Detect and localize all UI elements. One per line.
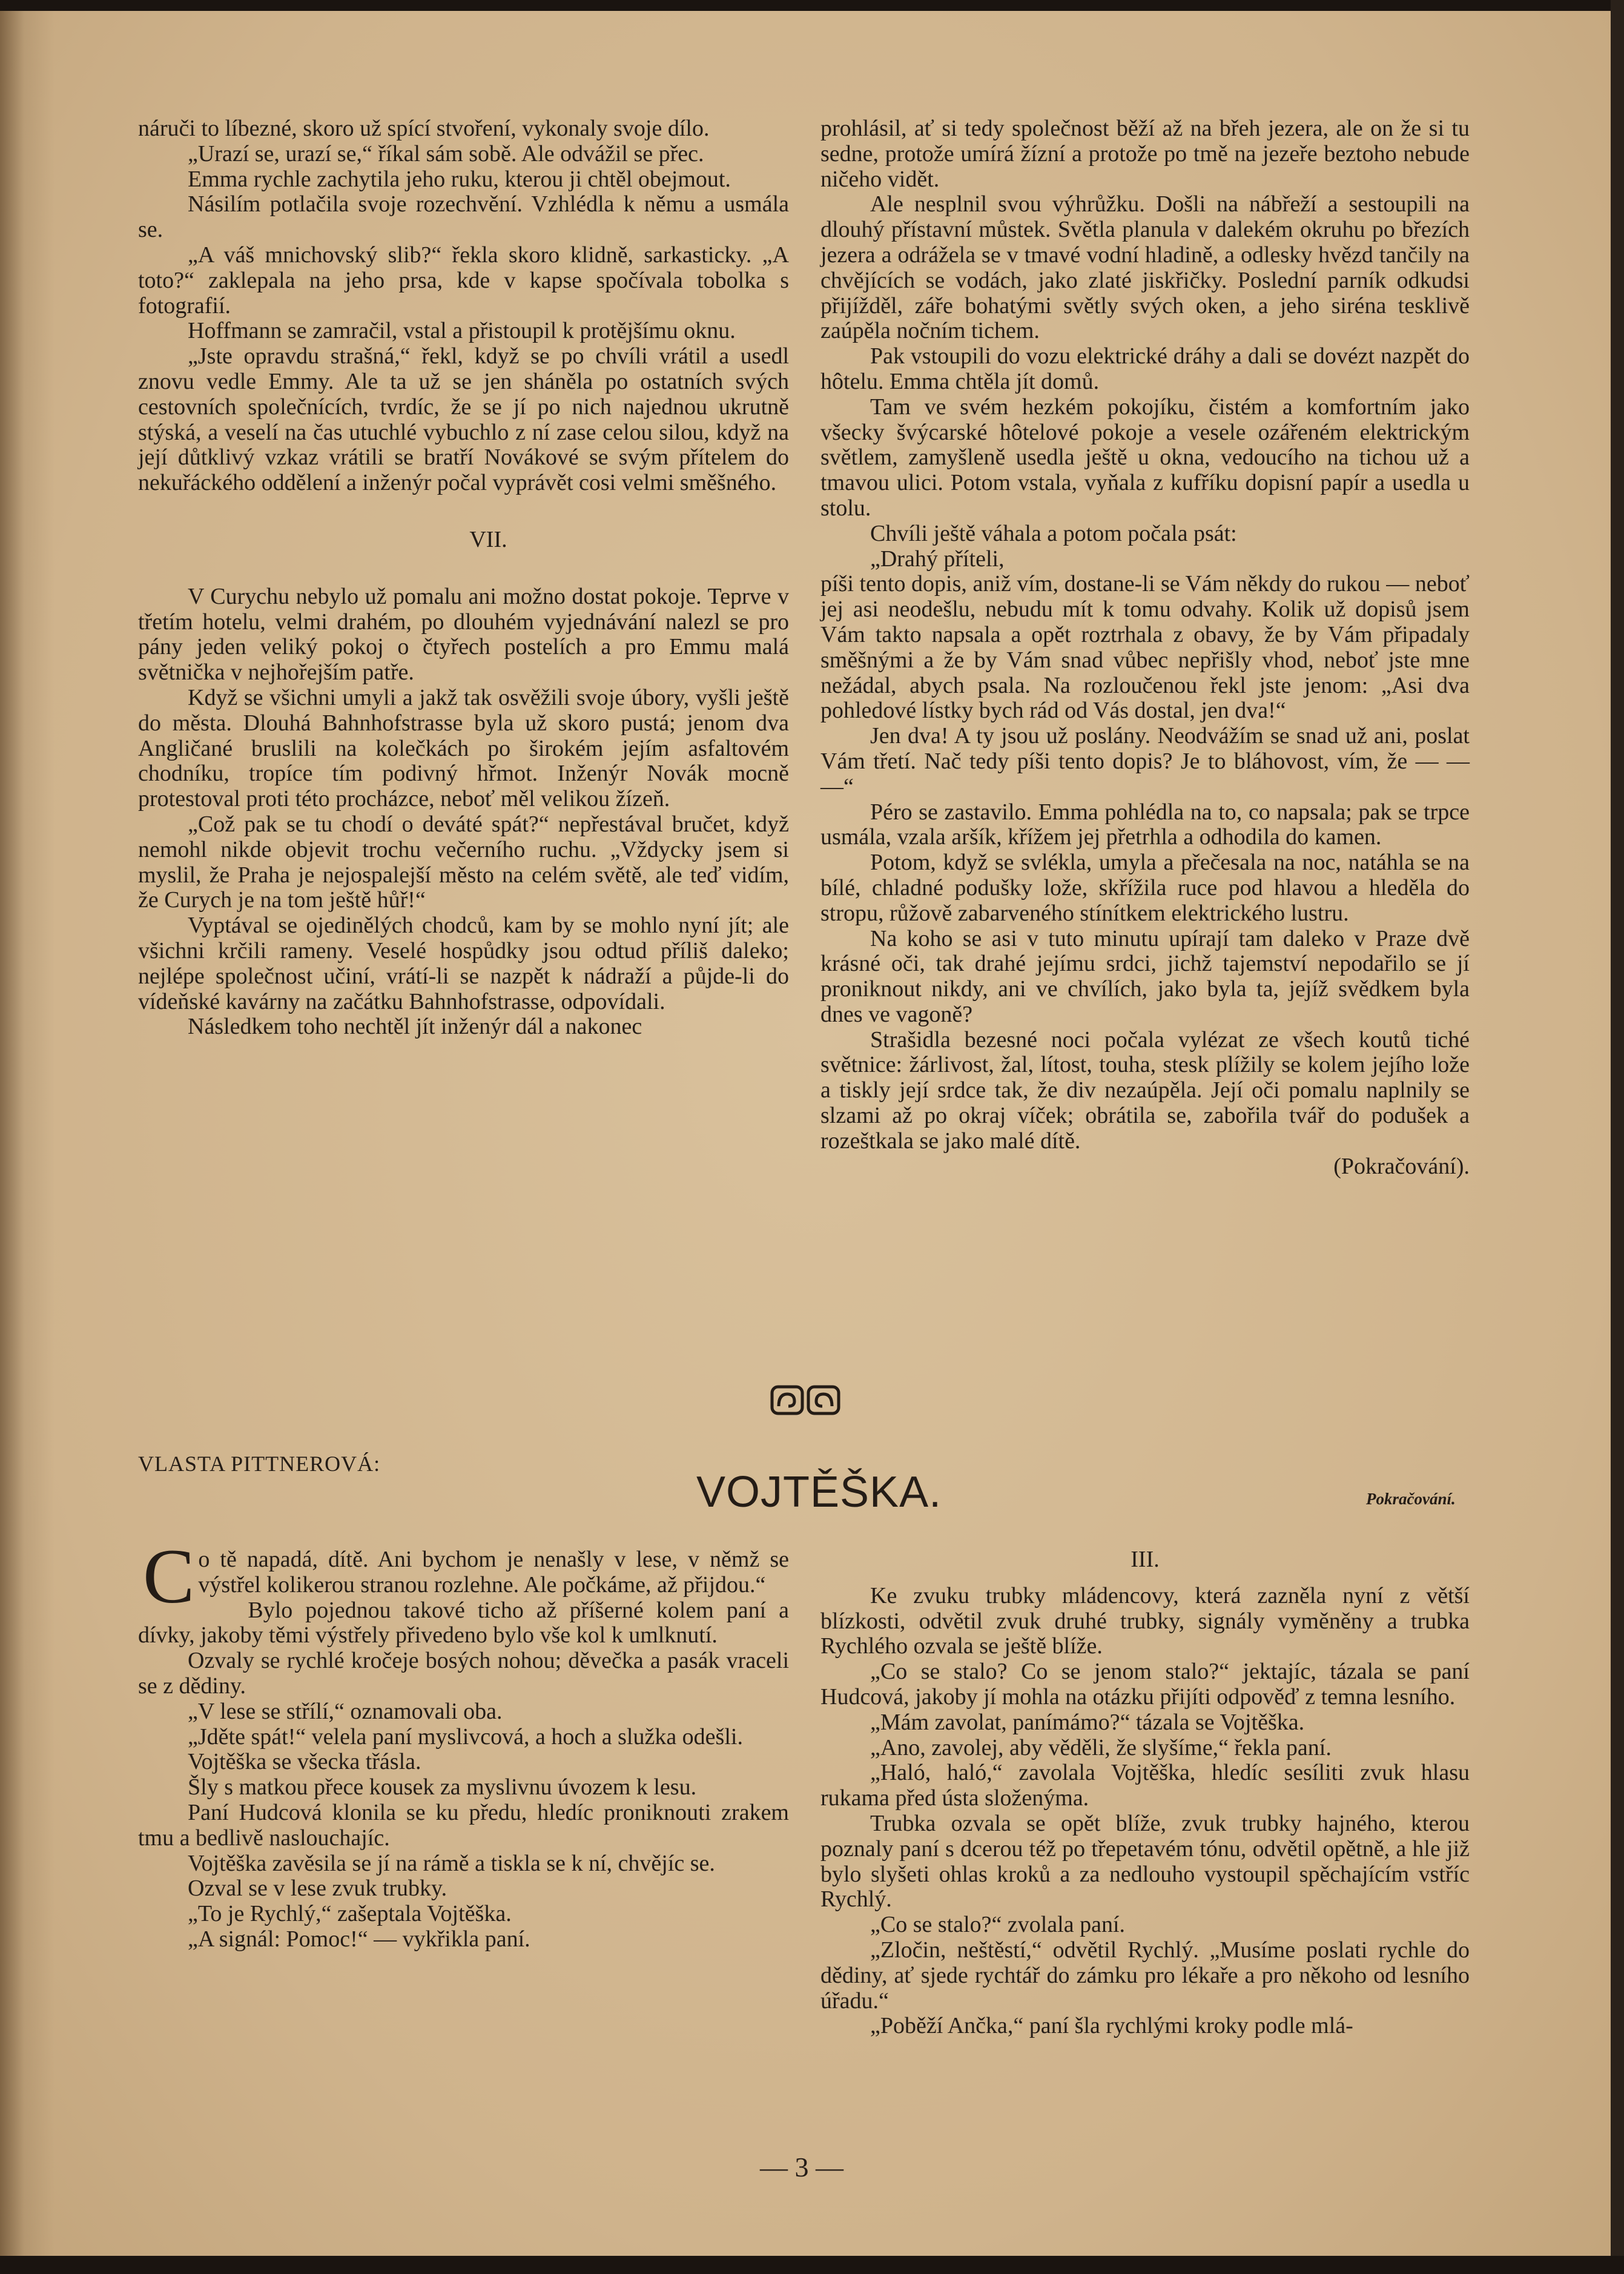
paragraph: Pak vstoupili do vozu elektrické dráhy a dali se dovézt nazpět do hôtelu. Emma chtěla jít domů. — [820, 343, 1470, 394]
continued-note: (Pokračování). — [1333, 1153, 1470, 1179]
paragraph: píši tento dopis, aniž vím, dostane-li se Vám někdy do rukou — neboť jej asi neodešlu, nebudu mít k tomu odvahy. Kolik už dopisů jsem Vám takto napsala a opět roztrhala z obavy, že by Vám připadaly směšnými a že by Vám snad vůbec nepřišly vhod, neboť jste mne nežádal, abych psala. Na rozloučenou řekl jste jenom: „Asi dva pohledové lístky bych rád od Vás dostal, jen dva!“ — [820, 571, 1470, 724]
paragraph: Následkem toho nechtěl jít inženýr dál a nakonec — [188, 1014, 642, 1040]
column-4-story — [820, 1547, 1470, 2039]
paragraph: „Haló, haló,“ zavolala Vojtěška, hledíc sesíliti zvuk hlasu rukama před ústa složenýma. — [820, 1760, 1470, 1811]
paragraph: Vojtěška zavěsila se jí na rámě a tiskla se k ní, chvějíc se. — [188, 1850, 715, 1876]
paragraph: Vojtěška se všecka třásla. — [188, 1749, 421, 1775]
paragraph: náruči to líbezné, skoro už spící stvoření, vykonaly svoje dílo. — [138, 116, 710, 141]
column-1-novel — [138, 116, 789, 1040]
paragraph: Násilím potlačila svoje rozechvění. Vzhlédla k němu a usmála se. — [138, 191, 789, 243]
paragraph: „Co se stalo? Co se jenom stalo?“ jektajíc, tázala se paní Hudcová, jakoby jí mohla na otázku přijíti odpověď z temna lesního. — [820, 1659, 1470, 1710]
paragraph: V Curychu nebylo už pomalu ani možno dostat pokoje. Teprve v třetím hotelu, velmi drahém, po dlouhém vyjednávání nalezl se pro pány jeden veliký pokoj o čtyřech postelích a pro Emmu malá světnička v nejhořejším patře. — [138, 583, 789, 686]
paragraph: „V lese se střílí,“ oznamovali oba. — [188, 1698, 503, 1724]
paragraph: Hoffmann se zamračil, vstal a přistoupil k protějšímu oknu. — [188, 318, 736, 344]
ornament-divider-icon — [770, 1383, 840, 1417]
paragraph: Ke zvuku trubky mládencovy, která zazněla nyní z větší blízkosti, odvětil zvuk druhé trubky, signály vyměněny a trubka Rychlého ozvala se ještě blíže. — [820, 1582, 1470, 1659]
paragraph: „Jste opravdu strašná,“ řekl, když se po chvíli vrátil a usedl znovu vedle Emmy. Ale ta už se jen sháněla po ostatních svých cestovních společnících, tvrdíc, že se jí po nich najednou ukrutně stýská, a veselí na čas utuchlé vybuchlo z ní zase celou silou, když na její důtklivý vzkaz vrátili se bratří Novákové se svým přítelem do nekuřáckého oddělení a inženýr počal vyprávět cosi velmi směšného. — [138, 343, 789, 496]
paragraph: Chvíli ještě váhala a potom počala psát: — [870, 520, 1237, 546]
paragraph: „A signál: Pomoc!“ — vykřikla paní. — [188, 1926, 530, 1952]
paragraph: „Což pak se tu chodí o deváté spát?“ nepřestával bručet, když nemohl nikde objevit trochu večerního ruchu. „Vždycky jsem si myslil, že Praha je nejospalejší město na celém světě, ale teď vidím, že Curych je na tom ještě hůř!“ — [138, 811, 789, 913]
paragraph: Ozvaly se rychlé kročeje bosých nohou; děvečka a pasák vraceli se z dědiny. — [138, 1648, 789, 1699]
paragraph: „Poběží Ančka,“ paní šla rychlými kroky podle mlá- — [870, 2013, 1353, 2039]
page-number: — 3 — — [760, 2152, 843, 2183]
column-3-story — [138, 1533, 789, 1952]
story-title: VOJTĚŠKA. — [696, 1468, 942, 1516]
paragraph: „Drahý příteli, — [870, 546, 1005, 572]
column-2-novel — [820, 116, 1470, 1179]
paragraph: „Co se stalo?“ zvolala paní. — [870, 1912, 1126, 1938]
paragraph: Strašidla bezesné noci počala vylézat ze všech koutů tiché světnice: žárlivost, žal, lítost, touha, stesk plížily se kolem jejího lože a tiskly její srdce tak, že div nezaúpěla. Její oči pomalu naplnily se slzami až po okraj víček; obrátila se, zabořila tvář do podušek a rozeštkala se jako malé dítě. — [820, 1026, 1470, 1154]
paragraph-opening — [138, 1533, 789, 1619]
paragraph: „Jděte spát!“ velela paní myslivcová, a hoch a služka odešli. — [188, 1724, 743, 1750]
paragraph: Paní Hudcová klonila se ku předu, hledíc proniknouti zrakem tmu a bedlivě naslouchajíc. — [138, 1799, 789, 1851]
paragraph: „To je Rychlý,“ zašeptala Vojtěška. — [188, 1901, 512, 1927]
paragraph: Bylo pojednou takové ticho až příšerné kolem paní a dívky, jakoby těmi výstřely přivedeno bylo vše kol k umlknutí. — [138, 1597, 789, 1648]
paragraph: Jen dva! A ty jsou už poslány. Neodvážím se snad už ani, poslat Vám třetí. Nač tedy píši tento dopis? Je to bláhovost, vím, že — — —“ — [820, 723, 1470, 799]
paragraph: Péro se zastavilo. Emma pohlédla na to, co napsala; pak se trpce usmála, vzala aršík, křížem jej přetrhla a odhodila do kamen. — [820, 799, 1470, 850]
paragraph: Ozval se v lese zvuk trubky. — [188, 1876, 447, 1902]
paragraph: Když se všichni umyli a jakž tak osvěžili svoje úbory, vyšli ještě do města. Dlouhá Bahnhofstrasse byla už skoro pustá; jenom dva Angličané bruslili na kolečkách po širokém jejím asfaltovém chodníku, tropíce tím podivný hřmot. Inženýr Novák mocně protestoval proti této procházce, neboť měl velikou žízeň. — [138, 684, 789, 812]
paragraph: Potom, když se svlékla, umyla a přečesala na noc, natáhla se na bílé, chladné podušky lože, skřížila ruce pod hlavou a hleděla do stropu, růžově zabarveného stínítkem elektrického lustru. — [820, 850, 1470, 926]
paragraph: Na koho se asi v tuto minutu upírají tam daleko v Praze dvě krásné oči, tak drahé jejímu srdci, jichž tajemství nepodařilo se jí proniknout nikdy, ani ve chvílích, jako byla ta, jejíž svědkem byla dnes ve vagoně? — [820, 925, 1470, 1027]
paragraph: „A váš mnichovský slib?“ řekla skoro klidně, sarkasticky. „A toto?“ zaklepala na jeho prsa, kde v kapse spočívala tobolka s fotografií. — [138, 242, 789, 319]
paragraph: „Zločin, neštěstí,“ odvětil Rychlý. „Musíme poslati rychle do dědiny, ať sjede rychtář do zámku pro lékaře a pro někoho od lesního úřadu.“ — [820, 1937, 1470, 2014]
scan-edge-bottom — [0, 2256, 1624, 2274]
chapter-heading: III. — [1131, 1547, 1160, 1572]
paragraph: Ale nesplnil svou výhrůžku. Došli na nábřeží a sestoupili na dlouhý přístavní můstek. Světla planula v dalekém okruhu po březích jezera a odrážela se v tmavé vodní hladině, a odlesky hvězd tančily na chvějících se vodách, jako zlaté jiskřičky. Poslední parník odkudsi přijížděl, záře bohatými světly svých oken, a jeho siréna tesklivě zaúpěla nočním tichem. — [820, 191, 1470, 344]
paragraph: Vyptával se ojedinělých chodců, kam by se mohlo nyní jít; ale všichni krčili rameny. Veselé hospůdky jsou odtud příliš daleko; nejlépe společnost učiní, vrátí-li se nazpět k nádraží a půjde-li do vídeňské kavárny na začátku Bahnhofstrasse, odpovídali. — [138, 913, 789, 1014]
paragraph: Šly s matkou přece kousek za myslivnu úvozem k lesu. — [188, 1774, 697, 1800]
story-continued-label: Pokračování. — [1366, 1490, 1456, 1508]
chapter-heading: VII. — [469, 526, 507, 552]
scan-edge-right — [1611, 0, 1624, 2274]
paragraph: „Mám zavolat, panímámo?“ tázala se Vojtěška. — [870, 1709, 1305, 1735]
story-author: VLASTA PITTNEROVÁ: — [138, 1452, 381, 1476]
scan-edge-top — [0, 0, 1624, 11]
paragraph: Tam ve svém hezkém pokojíku, čistém a komfortním jako všecky švýcarské hôtelové pokoje a vesele ozářeném elektrickým světlem, zamyšleně usedla ještě u okna, vedoucího na tichou už a tmavou ulici. Potom vstala, vyňala z kufříku dopisní papír a usedla u stolu. — [820, 394, 1470, 521]
paragraph-text: o tě napadá, dítě. Ani bychom je nenašly v lese, v němž se výstřel kolikerou stranou rozlehne. Ale počkáme, až přijdou.“ — [198, 1547, 789, 1598]
paragraph: „Urazí se, urazí se,“ říkal sám sobě. Ale odvážil se přec. — [188, 140, 704, 167]
paragraph: „Ano, zavolej, aby věděli, že slyšíme,“ řekla paní. — [870, 1734, 1332, 1760]
paragraph: Emma rychle zachytila jeho ruku, kterou ji chtěl obejmout. — [188, 166, 731, 192]
paragraph: prohlásil, ať si tedy společnost běží až na břeh jezera, ale on že si tu sedne, protože umírá žízní a protože po tmě na jezeře beztoho nebude ničeho vidět. — [820, 116, 1470, 192]
paragraph: Trubka ozvala se opět blíže, zvuk trubky hajného, kterou poznaly paní s dcerou též po třepetavém tónu, odvětil opětně, a hle již bylo slyšeti ohlas kroků a za nedlouho vystoupil spěchajícím vstříc Rychlý. — [820, 1810, 1470, 1912]
drop-cap: C — [143, 1533, 195, 1619]
